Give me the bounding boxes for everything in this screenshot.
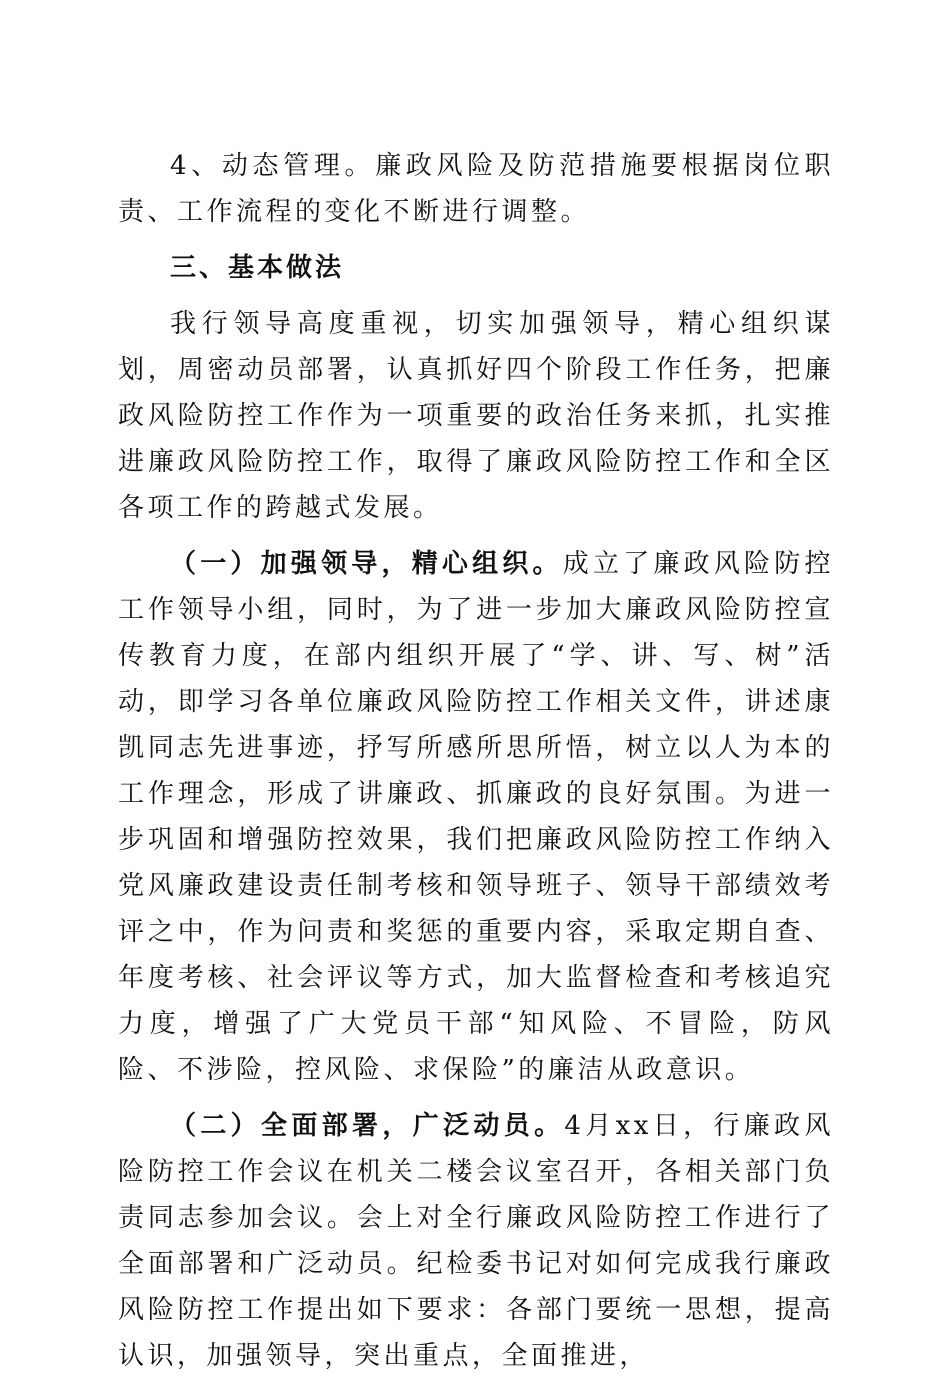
document-body [118, 143, 834, 1379]
paragraph-dynamic-management: 4、动态管理。廉政风险及防范措施要根据岗位职责、工作流程的变化不断进行调整。 [118, 151, 834, 227]
paragraph-body-full-deployment: 4月xx日，行廉政风险防控工作会议在机关二楼会议室召开，各相关部门负责同志参加会议。会上对全行廉政风险防控工作进行了全面部署和广泛动员。纪检委书记对如何完成我行廉政风险防控工作提出如下要求：各部门要统一思想，提高认识，加强领导，突出重点，全面推进， [118, 1111, 834, 1371]
paragraph-full-deployment [118, 1103, 834, 1379]
paragraph-body-strengthen-leadership: 成立了廉政风险防控工作领导小组，同时，为了进一步加大廉政风险防控宣传教育力度，在部内组织开展了“学、讲、写、树”活动，即学习各单位廉政风险防控工作相关文件，讲述康凯同志先进事迹，抒写所感所思所悟，树立以人为本的工作理念，形成了讲廉政、抓廉政的良好氛围。为进一步巩固和增强防控效果，我们把廉政风险防控工作纳入党风廉政建设责任制考核和领导班子、领导干部绩效考评之中，作为问责和奖惩的重要内容，采取定期自查、年度考核、社会评议等方式，加大监督检查和考核追究力度，增强了广大党员干部“知风险、不冒险，防风险、不涉险，控风险、求保险”的廉洁从政意识。 [118, 549, 834, 1085]
section-heading-basic-practice: 三、基本做法 [170, 253, 345, 283]
paragraph-lead-strengthen-leadership: （一）加强领导，精心组织。 [170, 549, 563, 579]
paragraph-lead-full-deployment: （二）全面部署，广泛动员。 [170, 1111, 565, 1141]
paragraph-strengthen-leadership [118, 541, 834, 1093]
paragraph-leadership-overview: 我行领导高度重视，切实加强领导，精心组织谋划，周密动员部署，认真抓好四个阶段工作任务，把廉政风险防控工作作为一项重要的政治任务来抓，扎实推进廉政风险防控工作，取得了廉政风险防控工作和全区各项工作的跨越式发展。 [118, 309, 834, 523]
